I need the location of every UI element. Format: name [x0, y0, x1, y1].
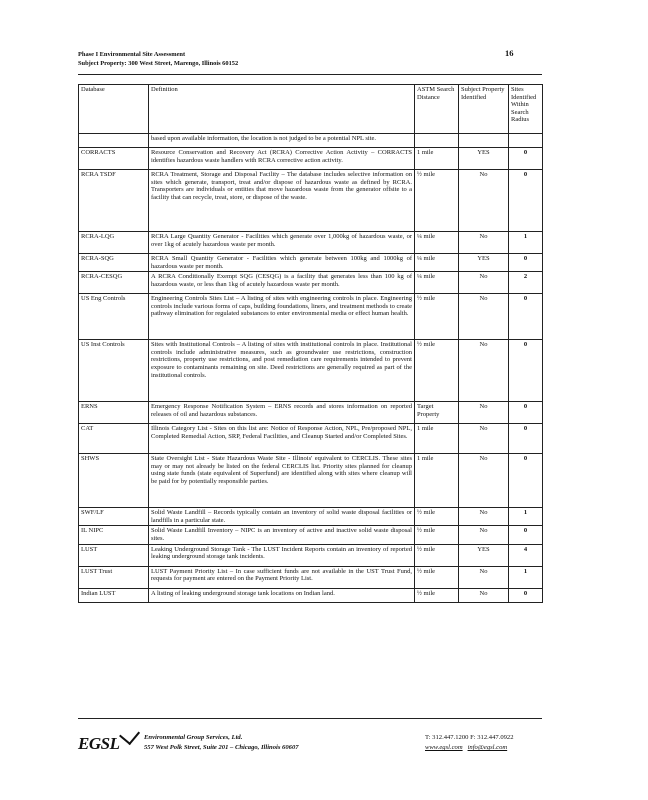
email-link[interactable]: info@egsl.com	[467, 744, 508, 751]
cell-definition: Sites with Institutional Controls – A listing of sites with institutional controls in place. Institutional controls include administrative measures, such as groundwater use restrictions, construction restrictions, property use restrictions, and post remediation care requirements intended to prevent exposure to contaminants remaining on site. Deed restrictions are generally required as part of the institutional controls.	[149, 340, 415, 402]
cell-definition: Solid Waste Landfill Inventory – NIPC is an inventory of active and inactive solid waste disposal sites.	[149, 526, 415, 544]
cell-definition: Resource Conservation and Recovery Act (RCRA) Corrective Action Activity – CORRACTS identifies hazardous waste handlers with RCRA corrective action activity.	[149, 148, 415, 170]
cell-definition: Emergency Response Notification System – ERNS records and stores information on reported releases of oil and hazardous substances.	[149, 402, 415, 424]
cell-subject: No	[459, 170, 509, 232]
cell-subject: No	[459, 232, 509, 254]
cell-definition: RCRA Small Quantity Generator - Facilities which generate between 100kg and 1000kg of hazardous waste per month.	[149, 254, 415, 272]
contact-block	[425, 733, 514, 753]
cell-distance: 1 mile	[415, 148, 459, 170]
cell-sites: 0	[509, 424, 543, 454]
database-table	[78, 84, 543, 603]
table-row	[79, 566, 543, 588]
cell-definition: Illinois Category List - Sites on this list are: Notice of Response Action, NPL, Pre/proposed NPL, Completed Remedial Action, SRP, Federal Facilities, and Cleanup Started and/or Completed Sites.	[149, 424, 415, 454]
cell-database: Indian LUST	[79, 588, 149, 602]
cell-sites	[509, 134, 543, 148]
cell-distance: ½ mile	[415, 294, 459, 340]
table-row	[79, 272, 543, 294]
cell-database: RCRA-SQG	[79, 254, 149, 272]
table-row	[79, 148, 543, 170]
cell-database: RCRA TSDF	[79, 170, 149, 232]
cell-subject: No	[459, 424, 509, 454]
col-header-distance: ASTM Search Distance	[415, 85, 459, 134]
page-number: 16	[505, 48, 514, 58]
cell-distance: Target Property	[415, 402, 459, 424]
cell-distance: ¼ mile	[415, 232, 459, 254]
cell-distance: ¼ mile	[415, 254, 459, 272]
cell-subject: No	[459, 508, 509, 526]
table-body	[79, 134, 543, 603]
cell-distance: ¼ mile	[415, 272, 459, 294]
cell-database: SWF/LF	[79, 508, 149, 526]
cell-subject: No	[459, 526, 509, 544]
cell-database: IL NIPC	[79, 526, 149, 544]
cell-definition: Leaking Underground Storage Tank - The LUST Incident Reports contain an inventory of reported leaking underground storage tank incidents.	[149, 544, 415, 566]
cell-subject	[459, 134, 509, 148]
logo-text: EGSL	[78, 734, 120, 753]
table-row	[79, 340, 543, 402]
phone-fax: T: 312.447.1200 F: 312.447.0922	[425, 734, 514, 741]
cell-sites: 0	[509, 526, 543, 544]
cell-sites: 0	[509, 170, 543, 232]
cell-definition: A listing of leaking underground storage tank locations on Indian land.	[149, 588, 415, 602]
cell-database: LUST	[79, 544, 149, 566]
cell-database: CORRACTS	[79, 148, 149, 170]
document-title: Phase I Environmental Site Assessment	[78, 51, 186, 58]
footer-rule	[78, 718, 542, 719]
website-link[interactable]: www.egsl.com	[425, 744, 463, 751]
cell-sites: 1	[509, 232, 543, 254]
table-row	[79, 170, 543, 232]
table-row	[79, 544, 543, 566]
cell-database: ERNS	[79, 402, 149, 424]
cell-sites: 1	[509, 566, 543, 588]
cell-sites: 0	[509, 254, 543, 272]
cell-definition: Engineering Controls Sites List – A listing of sites with engineering controls in place. Engineering controls include various forms of caps, building foundations, liners, and treatment methods to create pathway elimination for regulated substances to enter environmental media or effect human health.	[149, 294, 415, 340]
cell-definition: RCRA Treatment, Storage and Disposal Facility – The database includes selective information on sites which generate, transport, treat and/or dispose of hazardous waste as defined by RCRA. Transporters are individuals or entities that move hazardous waste from the generator offsite to a facility that can recycle, treat, store, or dispose of the waste.	[149, 170, 415, 232]
table-row	[79, 254, 543, 272]
cell-distance: 1 mile	[415, 424, 459, 454]
col-header-subject: Subject Property Identified	[459, 85, 509, 134]
cell-sites: 0	[509, 340, 543, 402]
table-row	[79, 454, 543, 508]
cell-subject: No	[459, 340, 509, 402]
cell-subject: No	[459, 454, 509, 508]
cell-database: CAT	[79, 424, 149, 454]
cell-definition: RCRA Large Quantity Generator - Facilities which generate over 1,000kg of hazardous waste, or over 1kg of acutely hazardous waste per month.	[149, 232, 415, 254]
cell-definition: LUST Payment Priority List – In case sufficient funds are not available in the UST Trust Fund, requests for payment are entered on the Payment Priority List.	[149, 566, 415, 588]
table-header-row	[79, 85, 543, 134]
col-header-database: Database	[79, 85, 149, 134]
document-header	[78, 50, 518, 68]
cell-subject: YES	[459, 544, 509, 566]
cell-sites: 0	[509, 454, 543, 508]
cell-subject: No	[459, 272, 509, 294]
cell-definition: A RCRA Conditionally Exempt SQG (CESQG) is a facility that generates less than 100 kg of hazardous waste, or less than 1kg of acutely hazardous waste per month.	[149, 272, 415, 294]
cell-definition: based upon available information, the location is not judged to be a potential NPL site.	[149, 134, 415, 148]
table-row	[79, 294, 543, 340]
cell-database: RCRA-CESQG	[79, 272, 149, 294]
cell-definition: Solid Waste Landfill – Records typically contain an inventory of solid waste disposal facilities or landfills in a particular state.	[149, 508, 415, 526]
cell-database	[79, 134, 149, 148]
table-row	[79, 424, 543, 454]
company-name: Environmental Group Services, Ltd.	[144, 734, 243, 741]
cell-subject: No	[459, 294, 509, 340]
cell-database: US Eng Controls	[79, 294, 149, 340]
col-header-sites: Sites Identified Within Search Radius	[509, 85, 543, 134]
cell-database: LUST Trust	[79, 566, 149, 588]
cell-sites: 0	[509, 402, 543, 424]
cell-subject: YES	[459, 148, 509, 170]
cell-subject: YES	[459, 254, 509, 272]
cell-distance: ½ mile	[415, 340, 459, 402]
cell-sites: 0	[509, 294, 543, 340]
checkmark-icon	[120, 724, 141, 745]
table-row	[79, 526, 543, 544]
cell-database: SHWS	[79, 454, 149, 508]
cell-distance: 1 mile	[415, 454, 459, 508]
cell-distance: ½ mile	[415, 526, 459, 544]
cell-distance: ½ mile	[415, 588, 459, 602]
table-row	[79, 588, 543, 602]
col-header-definition: Definition	[149, 85, 415, 134]
company-logo	[78, 733, 135, 754]
cell-distance	[415, 134, 459, 148]
subject-property: Subject Property: 300 West Street, Marengo, Illinois 60152	[78, 60, 239, 67]
cell-distance: ½ mile	[415, 544, 459, 566]
cell-distance: ½ mile	[415, 566, 459, 588]
cell-subject: No	[459, 566, 509, 588]
cell-definition: State Oversight List - State Hazardous Waste Site - Illinois' equivalent to CERCLIS. These sites may or may not already be listed on the federal CERCLIS list. Priority sites planned for cleanup using state funds (state equivalent of Superfund) are identified along with sites where cleanup will be paid for by potentially responsible parties.	[149, 454, 415, 508]
table-row	[79, 508, 543, 526]
table-row	[79, 402, 543, 424]
header-rule	[78, 74, 542, 75]
cell-sites: 2	[509, 272, 543, 294]
table-row	[79, 232, 543, 254]
cell-subject: No	[459, 402, 509, 424]
company-block	[144, 733, 299, 753]
cell-sites: 0	[509, 148, 543, 170]
cell-database: US Inst Controls	[79, 340, 149, 402]
cell-sites: 0	[509, 588, 543, 602]
company-address: 557 West Polk Street, Suite 201 – Chicago, Illinois 60607	[144, 744, 299, 751]
cell-sites: 1	[509, 508, 543, 526]
cell-distance: ½ mile	[415, 508, 459, 526]
cell-database: RCRA-LQG	[79, 232, 149, 254]
cell-subject: No	[459, 588, 509, 602]
cell-sites: 4	[509, 544, 543, 566]
cell-distance: ½ mile	[415, 170, 459, 232]
table-row	[79, 134, 543, 148]
